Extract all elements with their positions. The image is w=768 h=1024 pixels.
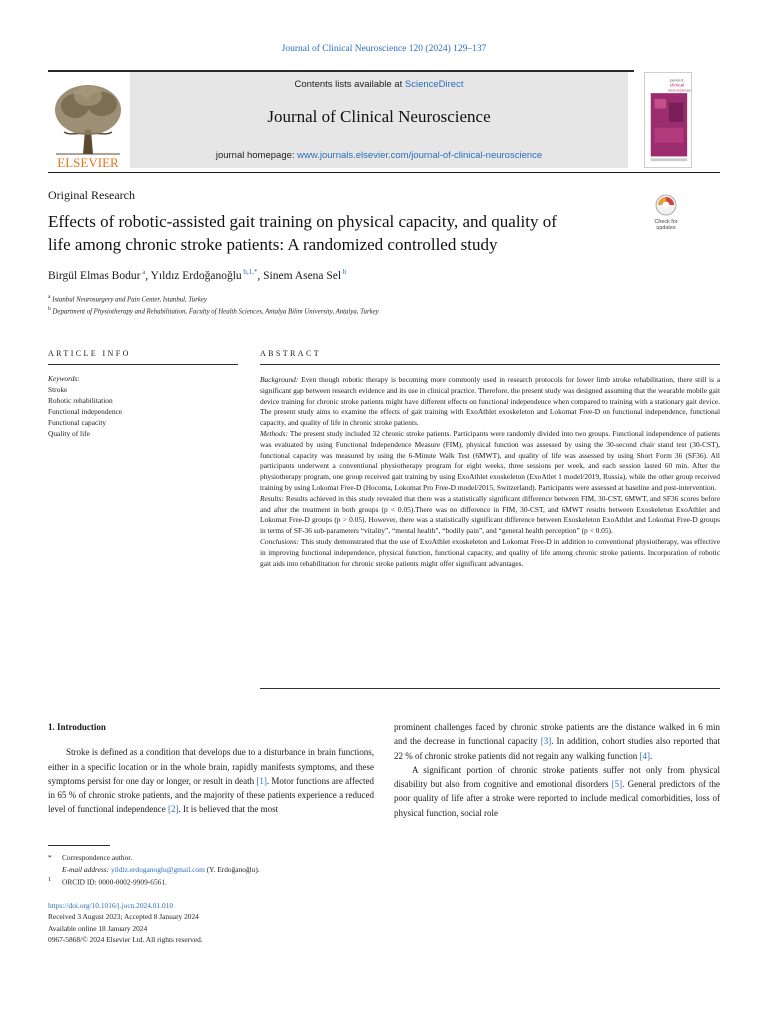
banner-bottom-rule bbox=[48, 172, 720, 173]
keywords-label: Keywords: bbox=[48, 374, 80, 383]
sciencedirect-link[interactable]: ScienceDirect bbox=[404, 79, 464, 90]
article-type: Original Research bbox=[48, 188, 135, 202]
received-dates: Received 3 August 2023; Accepted 8 January 2024 bbox=[48, 912, 199, 922]
body-paragraph: A significant portion of chronic stroke patients suffer not only from physical disability but also from cognitive and emotional disorders [5]. General predictors of the poor quality of life after a stroke were reported to include medical comorbidities, loss of physical function, social role bbox=[394, 764, 720, 818]
svg-text:neuroscience: neuroscience bbox=[668, 88, 691, 93]
contents-line: Contents lists available at ScienceDirect bbox=[294, 79, 464, 90]
abstract-conclusions: Conclusions: This study demonstrated that the use of ExoAthlet exoskeleton and Lokomat Free-D in addition to conventional physiotherapy, was effective in improving functional independence, physical function, functional capacity, and quality of life among chronic stroke patients. Incorporation of robotic gait aids into rehabilitation for chronic stroke patients might offer significant advantages. bbox=[260, 536, 720, 568]
affiliation-a: $^a$ Istanbul Neurosurgery and Pain Center, Istanbul, Turkey bbox=[48, 294, 207, 304]
svg-text:journal of: journal of bbox=[669, 78, 684, 83]
author-name[interactable]: Yıldız Erdoğanoğlu bbox=[150, 269, 242, 282]
publication-info bbox=[48, 900, 448, 946]
keywords-block bbox=[48, 373, 238, 439]
svg-text:clinical: clinical bbox=[669, 83, 685, 89]
journal-title: Journal of Clinical Neuroscience bbox=[267, 107, 491, 126]
citation-link[interactable]: [2] bbox=[167, 804, 179, 815]
available-online: Available online 18 January 2024 bbox=[48, 923, 148, 933]
abstract-rule bbox=[260, 364, 720, 365]
citation-link[interactable]: [3] bbox=[540, 736, 552, 747]
citation-link[interactable]: [5] bbox=[611, 779, 623, 790]
email-note: E-mail address: yildiz.erdoganoglu@gmail.com (Y. Erdoğanoğlu). bbox=[62, 864, 260, 874]
abstract-methods: Methods: The present study included 32 chronic stroke patients. Participants were randomly divided into two groups. Functional independence of patients was evaluated by using Functional Independence Measure (FIM), physical function was assessed by using the 30-second chair stand test (30-CST), functional capacity was measured by using the 6-Minute Walk Test (6MWT), and quality of life was assessed by using Short Form 36 (SF36). All participants underwent a conventional physiotherapy program for eight weeks, three sessions per week, and each session lasted 60 min. After the physiotherapy program, one group received gait training by using ExoAthlet exoskeleton (ExoAtlet 1 model/2019, Russia), while the other group received training by using Lokomat Free-D (Hocoma, Lokomat Pro Free-D model/2015, Switzerland). Participants were assessed at baseline and post-intervention. bbox=[260, 428, 720, 492]
author-name[interactable]: Sinem Asena Sel bbox=[263, 269, 342, 282]
body-paragraph: prominent challenges faced by chronic stroke patients are the distance walked in 6 min and the decrease in functional capacity [3]. In addition, cohort studies also reported that 22 % of chronic stroke patients did not regain any walking function [4]. bbox=[394, 722, 721, 761]
keyword: Stroke bbox=[48, 385, 68, 394]
elsevier-wordmark: ELSEVIER bbox=[57, 155, 119, 168]
banner-center bbox=[130, 72, 628, 168]
citation-link[interactable]: [1] bbox=[256, 775, 267, 786]
email-link[interactable]: yildiz.erdoganoglu@gmail.com bbox=[111, 864, 205, 874]
abstract-bottom-rule bbox=[260, 688, 720, 689]
body-column-left bbox=[48, 720, 374, 817]
keyword: Functional independence bbox=[48, 407, 123, 416]
keyword: Quality of life bbox=[48, 429, 90, 438]
abstract-results: Results: Results achieved in this study revealed that there was a statistically significant difference between FIM, 30-CST, 6MWT, and SF36 scores before and after the treatment in both groups (p < 0.05).There was no difference in FIM, 30-CST, and 6MWT results between Exoskeleton ExoAthlet and Lokomat Free-D groups (p > 0.05). However, there was a statistically significant difference between Exoskeleton ExoAthlet and Lokomat Free-D groups in terms of SF-36 sub-parameters “vitality”, “mental health”, “bodily pain”, and “general health perception” (p < 0.05). bbox=[260, 493, 720, 536]
journal-banner bbox=[48, 72, 634, 168]
abstract-heading: ABSTRACT bbox=[260, 349, 321, 358]
abstract-background: Background: Even though robotic therapy is becoming more commonly used in research protocols for lower limb stroke rehabilitation, there still is a significant gap between research evidence and its use in clinical practice. Therefore, the present study was designed assuming that the wearable mobile gait device training for chronic stroke patients might have different effects on functional independence when compared to training with a stationary gait device. The present study aims to examine the effects of gait training with ExoAthlet exoskeleton and Lokomat Free-D on functional independence, functional capacity, and quality of life in chronic stroke patients. bbox=[260, 375, 720, 428]
abstract-body bbox=[260, 375, 720, 569]
keyword: Functional capacity bbox=[48, 418, 107, 427]
elsevier-tree-logo bbox=[48, 78, 128, 168]
svg-text:Check for: Check for bbox=[654, 219, 678, 225]
body-column-right bbox=[394, 720, 720, 820]
paper-title: Effects of robotic-assisted gait training on physical capacity, and quality of life among chronic stroke patients: A randomized controlled study bbox=[48, 212, 557, 254]
keyword: Robotic rehabilitation bbox=[48, 396, 113, 405]
footnotes bbox=[48, 852, 408, 888]
footnote-rule bbox=[48, 845, 110, 846]
correspondence-note: * Correspondence author. bbox=[48, 853, 133, 862]
article-info-rule bbox=[48, 364, 238, 365]
article-info-heading: ARTICLE INFO bbox=[48, 349, 131, 358]
journal-homepage-link[interactable]: www.journals.elsevier.com/journal-of-clinical-neuroscience bbox=[297, 150, 543, 161]
affiliation-b: $^b$ Department of Physiotherapy and Rehabilitation, Faculty of Health Sciences, Antalya Bilim University, Antalya, Turkey bbox=[48, 306, 379, 316]
orcid-note: $^1$ ORCID ID: 0000-0002-9909-6561. bbox=[48, 877, 167, 887]
check-for-updates-badge[interactable] bbox=[646, 192, 686, 232]
author-list: Birgül Elmas Bodur $^a$, Yıldız Erdoğanoğlu $^{b,1,*}$, Sinem Asena Sel $^b$ bbox=[48, 268, 347, 282]
section-heading-introduction: 1. Introduction bbox=[48, 722, 106, 732]
author-name[interactable]: Birgül Elmas Bodur bbox=[48, 269, 141, 282]
journal-cover-thumbnail[interactable] bbox=[644, 72, 692, 168]
copyright: 0967-5868/© 2024 Elsevier Ltd. All rights reserved. bbox=[48, 935, 203, 945]
body-paragraph: Stroke is defined as a condition that develops due to a disturbance in brain functions, either in a specific location or in the whole brain, rapidly manifests symptoms, and these symptoms persist for one day or longer, or result in death [1]. Motor functions are affected in 65 % of chronic stroke patients, and the majority of these patients experience a reduced level of functional independence [2]. It is believed that the most bbox=[48, 747, 374, 815]
citation-link[interactable]: [4] bbox=[639, 750, 650, 761]
doi-link[interactable]: https://doi.org/10.1016/j.jocn.2024.01.010 bbox=[48, 901, 174, 910]
svg-text:updates: updates bbox=[656, 225, 676, 231]
homepage-line: journal homepage: www.journals.elsevier.com/journal-of-clinical-neuroscience bbox=[215, 150, 543, 161]
journal-reference[interactable]: Journal of Clinical Neuroscience 120 (2024) 129–137 bbox=[281, 44, 487, 54]
